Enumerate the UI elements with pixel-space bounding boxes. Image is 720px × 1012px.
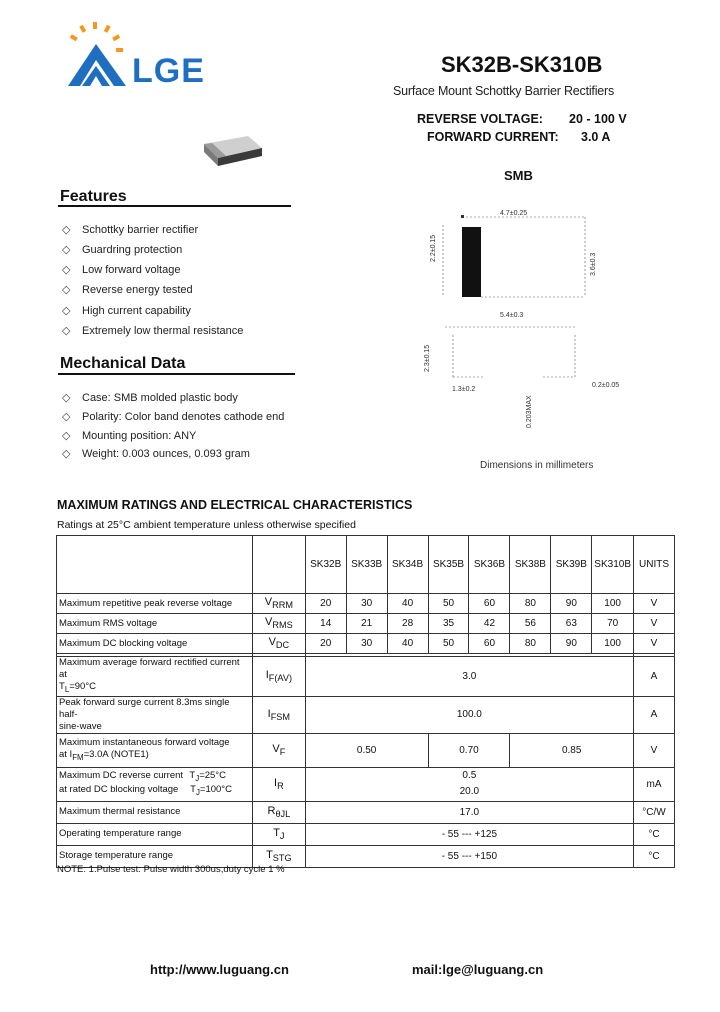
units-header: UNITS: [634, 536, 675, 594]
cell: 20: [305, 594, 346, 614]
bullet-icon: ◇: [62, 430, 71, 442]
cell: 100: [592, 594, 634, 614]
table-row: [57, 733, 675, 767]
lge-logo-icon: [60, 20, 134, 92]
cell: 63: [551, 614, 592, 634]
forward-current-value: 3.0 A: [581, 130, 611, 144]
col-header: SK38B: [510, 536, 551, 594]
cell: 100.0: [305, 696, 633, 733]
bullet-icon: ◇: [62, 411, 71, 423]
bullet-icon: ◇: [62, 264, 71, 276]
mechanical-heading: Mechanical Data: [60, 355, 186, 372]
forward-current-label: FORWARD CURRENT:: [427, 130, 559, 144]
cell: - 55 --- +125: [305, 823, 633, 845]
website-link[interactable]: http://www.luguang.cn: [150, 962, 289, 977]
cell: 56: [510, 614, 551, 634]
feature-item: ◇ Low forward voltage: [62, 264, 181, 276]
component-image: [198, 132, 266, 170]
unit-cell: °C: [634, 823, 675, 845]
cell: - 55 --- +150: [305, 845, 633, 867]
row-desc: Maximum thermal resistance: [57, 801, 253, 823]
row-symbol: $T_{STG}$: [252, 845, 305, 867]
bullet-icon: ◇: [62, 284, 71, 296]
dim-right: 3.6±0.3: [590, 252, 597, 276]
col-header: SK32B: [305, 536, 346, 594]
mechanical-item: ◇ Mounting position: ANY: [62, 430, 197, 442]
row-desc: Storage temperature range: [57, 845, 253, 867]
cell: 30: [346, 594, 387, 614]
table-row: [57, 594, 675, 614]
cell: 60: [469, 634, 510, 654]
row-symbol: $V_{DC}$: [252, 634, 305, 654]
unit-cell: V: [634, 634, 675, 654]
dim-top: 4.7±0.25: [500, 210, 528, 217]
dim-left: 2.2±0.15: [430, 234, 437, 262]
feature-item: ◇ Schottky barrier rectifier: [62, 224, 199, 236]
feature-item: ◇ Extremely low thermal resistance: [62, 325, 244, 337]
cell: 0.85: [510, 733, 634, 767]
email-link[interactable]: mail:lge@luguang.cn: [412, 962, 544, 977]
feature-item: ◇ High current capability: [62, 305, 191, 317]
table-row: [57, 801, 675, 823]
unit-cell: A: [634, 657, 675, 697]
cell: 21: [346, 614, 387, 634]
row-desc: Maximum repetitive peak reverse voltage: [57, 594, 253, 614]
row-desc: Maximum DC reverse current $T_J=25^\circ C$ at rated DC blocking voltage $T_J=100^\circ C$: [57, 767, 253, 801]
ratings-heading: MAXIMUM RATINGS AND ELECTRICAL CHARACTERISTICS: [57, 498, 413, 512]
cell: 0.50: [305, 733, 428, 767]
col-header: SK39B: [551, 536, 592, 594]
col-header: SK34B: [387, 536, 428, 594]
unit-cell: °C/W: [634, 801, 675, 823]
cell: 40: [387, 634, 428, 654]
dim-lead: 1.3±0.2: [452, 386, 476, 393]
table-row: [57, 614, 675, 634]
cell: 80: [510, 634, 551, 654]
ratings-table: [56, 535, 675, 868]
feature-item: ◇ Reverse energy tested: [62, 284, 193, 296]
col-header: SK35B: [428, 536, 469, 594]
dim-height: 2.3±0.15: [424, 344, 431, 372]
row-symbol: $T_J$: [252, 823, 305, 845]
dim-width: 5.4±0.3: [500, 312, 524, 319]
unit-cell: A: [634, 696, 675, 733]
unit-cell: V: [634, 614, 675, 634]
bullet-icon: ◇: [62, 392, 71, 404]
row-symbol: $V_{RMS}$: [252, 614, 305, 634]
row-desc: Maximum DC blocking voltage: [57, 634, 253, 654]
cell: 14: [305, 614, 346, 634]
dim-max: 0.203MAX: [526, 395, 533, 428]
unit-cell: °C: [634, 845, 675, 867]
unit-cell: mA: [634, 767, 675, 801]
row-symbol: $R_{\theta JL}$: [252, 801, 305, 823]
row-desc: Maximum instantaneous forward voltage at $I_{FM}=3.0A$ (NOTE1): [57, 733, 253, 767]
cell: 90: [551, 634, 592, 654]
cell: 100: [592, 634, 634, 654]
reverse-voltage-label: REVERSE VOLTAGE:: [417, 112, 543, 126]
row-desc: Operating temperature range: [57, 823, 253, 845]
table-row: [57, 823, 675, 845]
table-row: [57, 634, 675, 654]
dim-thick: 0.2±0.05: [592, 382, 620, 389]
cell: 3.0: [305, 657, 633, 697]
cell: 42: [469, 614, 510, 634]
bullet-icon: ◇: [62, 325, 71, 337]
reverse-voltage-value: 20 - 100 V: [569, 112, 627, 126]
table-row: [57, 696, 675, 733]
cell: 20: [305, 634, 346, 654]
drawing-caption: Dimensions in millimeters: [480, 460, 594, 471]
cell: 50: [428, 634, 469, 654]
row-symbol: $V_{RRM}$: [252, 594, 305, 614]
cell: 60: [469, 594, 510, 614]
logo-text: LGE: [132, 52, 205, 90]
cell: 50: [428, 594, 469, 614]
subtitle: Surface Mount Schottky Barrier Rectifiers: [393, 84, 615, 98]
mechanical-rule: [58, 373, 295, 375]
col-header: SK33B: [346, 536, 387, 594]
row-symbol: $V_F$: [252, 733, 305, 767]
row-desc: Peak forward surge current 8.3ms single half- sine-wave: [57, 696, 253, 733]
col-header: SK36B: [469, 536, 510, 594]
unit-cell: V: [634, 594, 675, 614]
mechanical-item: ◇ Case: SMB molded plastic body: [62, 392, 238, 404]
cell: 80: [510, 594, 551, 614]
cell: 17.0: [305, 801, 633, 823]
ratings-subheading: Ratings at 25°C ambient temperature unless otherwise specified: [57, 519, 356, 531]
features-rule: [58, 205, 291, 207]
cathode-band: [462, 227, 481, 297]
row-symbol: $I_{FSM}$: [252, 696, 305, 733]
cell: 90: [551, 594, 592, 614]
bullet-icon: ◇: [62, 448, 71, 460]
features-heading: Features: [60, 188, 127, 205]
mechanical-item: ◇ Polarity: Color band denotes cathode end: [62, 411, 285, 423]
cell: 0.5 20.0: [305, 767, 633, 801]
mechanical-item: ◇ Weight: 0.003 ounces, 0.093 gram: [62, 448, 250, 460]
row-desc: Maximum average forward rectified current at $T_L=90^\circ C$: [57, 657, 253, 697]
row-desc: Maximum RMS voltage: [57, 614, 253, 634]
table-row: [57, 657, 675, 697]
cell: 28: [387, 614, 428, 634]
table-header-row: [57, 536, 675, 594]
table-row: [57, 767, 675, 801]
cell: 30: [346, 634, 387, 654]
row-symbol: $I_R$: [252, 767, 305, 801]
cell: 40: [387, 594, 428, 614]
cell: 70: [592, 614, 634, 634]
package-name: SMB: [504, 168, 533, 183]
cell: 0.70: [428, 733, 510, 767]
row-symbol: $I_{F(AV)}$: [252, 657, 305, 697]
pulse-note: NOTE: 1.Pulse test: Pulse width 300us,duty cycle 1 %: [57, 864, 285, 875]
bullet-icon: ◇: [62, 244, 71, 256]
bullet-icon: ◇: [62, 305, 71, 317]
feature-item: ◇ Guardring protection: [62, 244, 183, 256]
bullet-icon: ◇: [62, 224, 71, 236]
unit-cell: V: [634, 733, 675, 767]
part-number-title: SK32B-SK310B: [441, 52, 603, 77]
col-header: SK310B: [592, 536, 634, 594]
cell: 35: [428, 614, 469, 634]
